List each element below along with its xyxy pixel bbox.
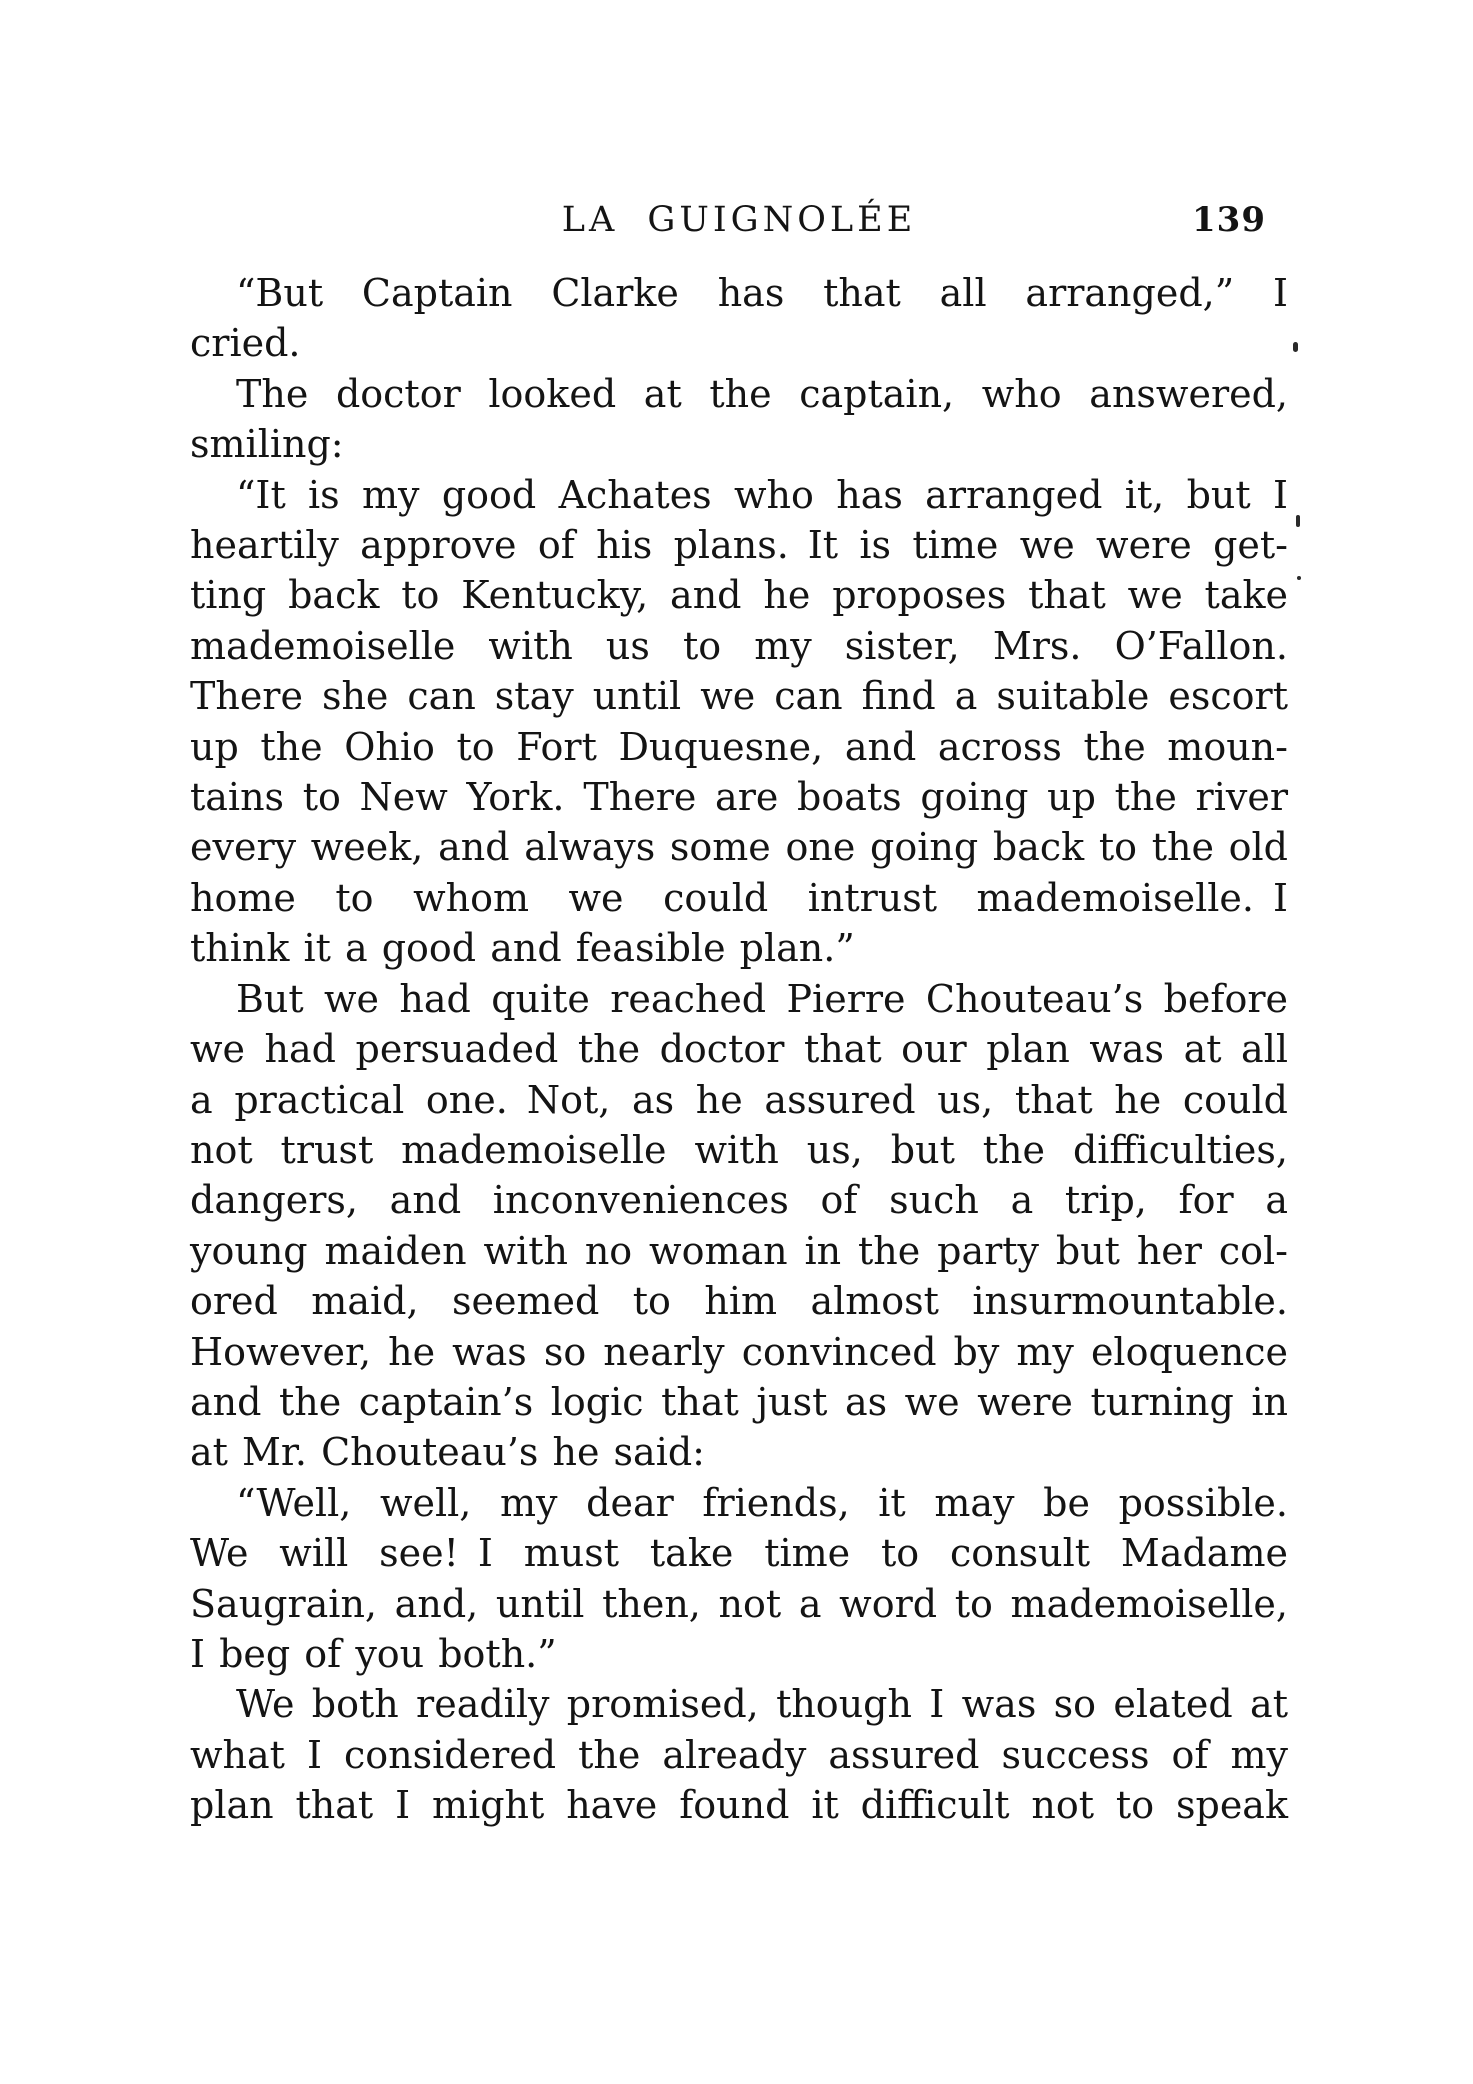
text-line: dangers, and inconveniences of such a trip, for a bbox=[190, 1178, 1288, 1223]
text-line: ored maid, seemed to him almost insurmountable. bbox=[190, 1279, 1288, 1324]
text-line: Saugrain, and, until then, not a word to mademoiselle, bbox=[190, 1581, 1288, 1626]
page-title: LA GUIGNOLÉE bbox=[561, 200, 917, 240]
text-line: and the captain’s logic that just as we were turning in bbox=[190, 1379, 1288, 1424]
text-line: “It is my good Achates who has arranged it, but I bbox=[236, 472, 1288, 517]
text-line: We will see! I must take time to consult Madame bbox=[190, 1531, 1288, 1576]
text-line: We both readily promised, though I was so elated at bbox=[236, 1682, 1288, 1727]
page-number: 139 bbox=[1192, 200, 1266, 240]
scan-speck bbox=[1293, 342, 1298, 352]
text-line: home to whom we could intrust mademoiselle. I bbox=[190, 875, 1288, 920]
text-line: think it a good and feasible plan.” bbox=[190, 926, 855, 971]
text-line: However, he was so nearly convinced by my eloquence bbox=[190, 1329, 1288, 1374]
text-line: a practical one. Not, as he assured us, that he could bbox=[190, 1077, 1288, 1122]
text-line: “But Captain Clarke has that all arranged,” I bbox=[236, 271, 1288, 315]
text-line: every week, and always some one going back to the old bbox=[190, 825, 1288, 870]
text-line: up the Ohio to Fort Duquesne, and across the moun- bbox=[190, 724, 1288, 769]
scan-speck bbox=[1296, 515, 1300, 527]
text-line: I beg of you both.” bbox=[190, 1631, 557, 1676]
text-line: The doctor looked at the captain, who answered, bbox=[236, 371, 1288, 416]
text-line: cried. bbox=[190, 321, 301, 366]
text-line: tains to New York. There are boats going up the river bbox=[190, 775, 1288, 820]
running-header bbox=[190, 200, 1288, 244]
text-line: “Well, well, my dear friends, it may be possible. bbox=[236, 1480, 1288, 1525]
text-line: But we had quite reached Pierre Chouteau’s before bbox=[236, 976, 1288, 1021]
scan-speck bbox=[1297, 576, 1301, 580]
text-line: not trust mademoiselle with us, but the difficulties, bbox=[190, 1127, 1288, 1172]
text-line: what I considered the already assured success of my bbox=[190, 1732, 1288, 1777]
text-line: at Mr. Chouteau’s he said: bbox=[190, 1430, 705, 1475]
text-line: young maiden with no woman in the party but her col- bbox=[190, 1228, 1288, 1273]
text-line: we had persuaded the doctor that our plan was at all bbox=[190, 1027, 1288, 1072]
text-line: smiling: bbox=[190, 422, 344, 467]
text-line: heartily approve of his plans. It is time we were get- bbox=[190, 523, 1288, 568]
text-line: plan that I might have found it difficult not to speak bbox=[190, 1783, 1288, 1828]
text-line: mademoiselle with us to my sister, Mrs. O’Fallon. bbox=[190, 623, 1288, 668]
text-line: ting back to Kentucky, and he proposes that we take bbox=[190, 573, 1288, 618]
body-text bbox=[190, 268, 1288, 1831]
text-line: There she can stay until we can find a suitable escort bbox=[190, 674, 1288, 719]
